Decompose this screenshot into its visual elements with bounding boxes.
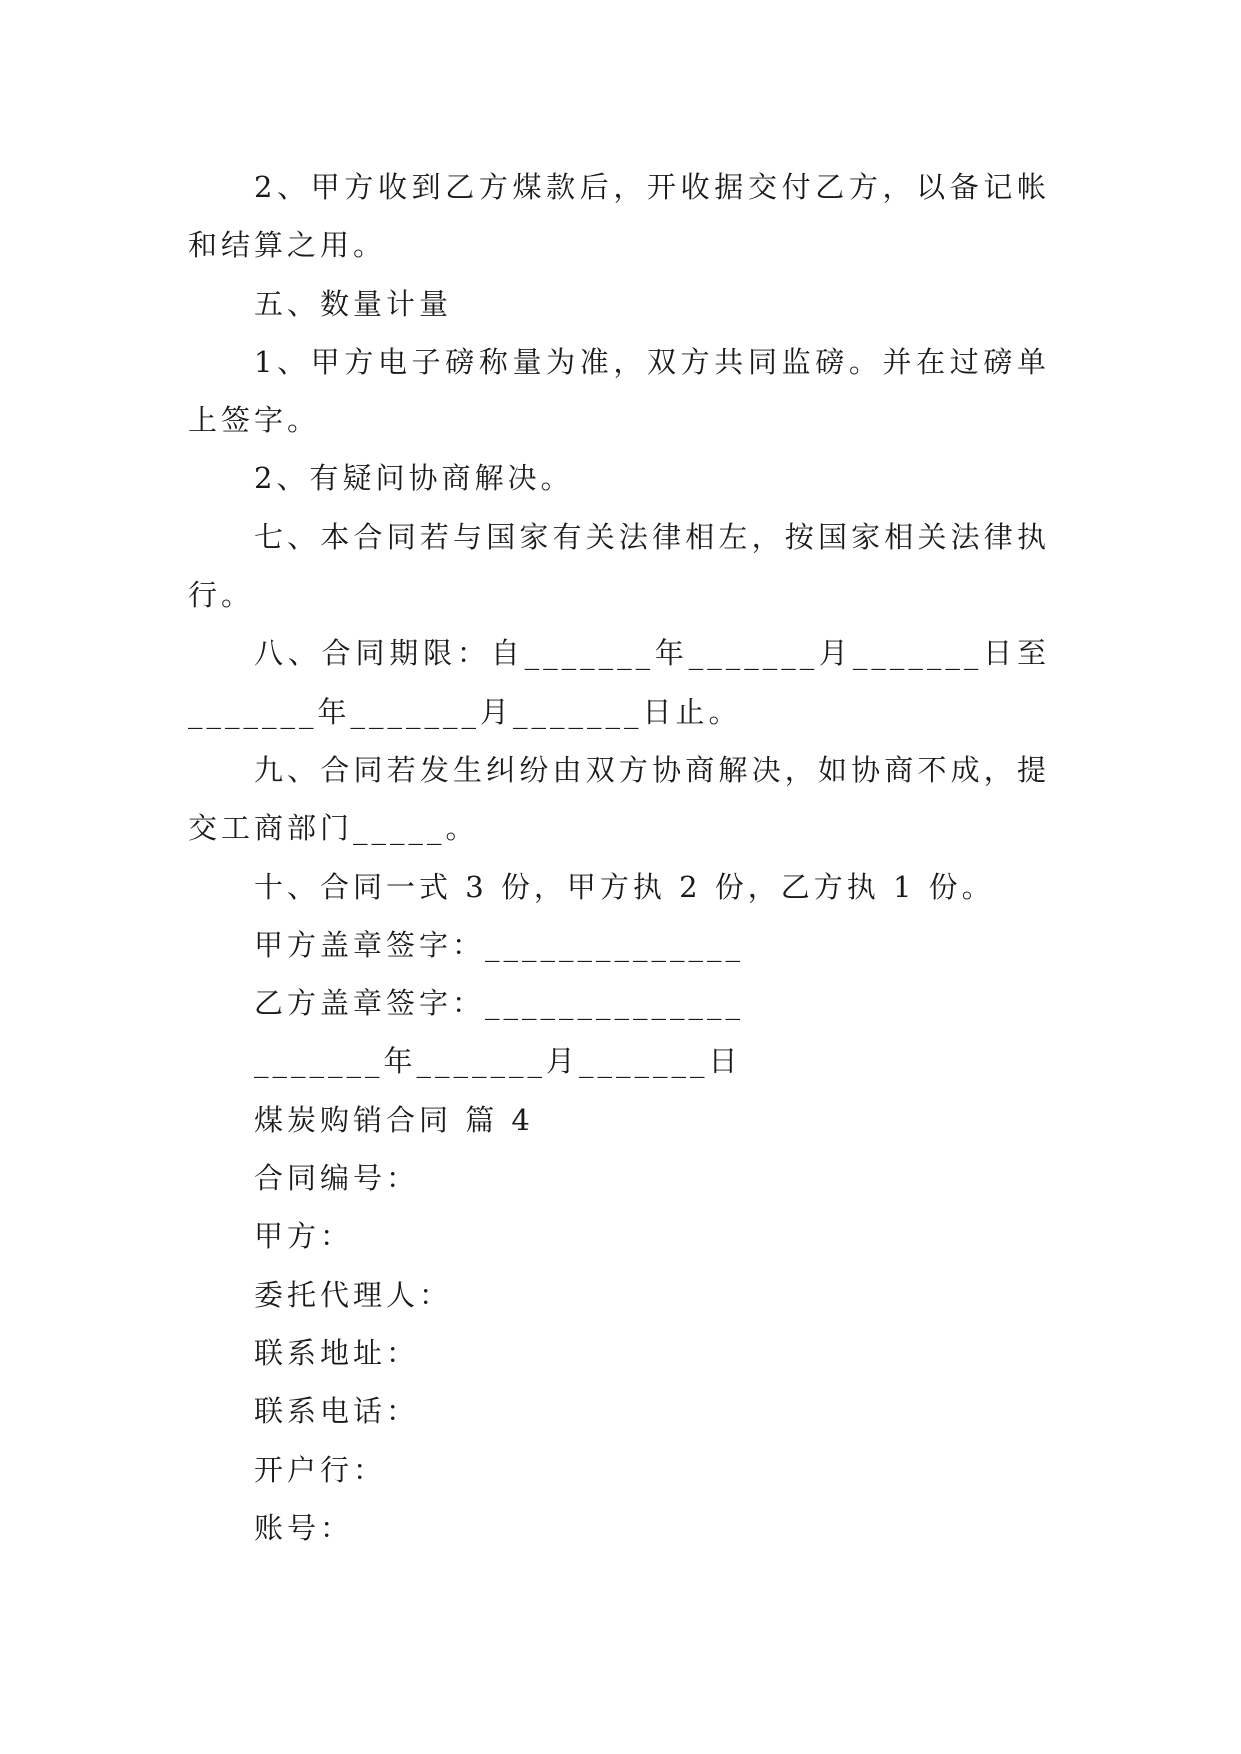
text-line: 1、甲方电子磅称量为准，双方共同监磅。并在过磅单 (254, 344, 1050, 379)
text-line: 联系地址： (254, 1335, 420, 1370)
text-line: 九、合同若发生纠纷由双方协商解决，如协商不成，提 (254, 752, 1050, 787)
text-line: 2、甲方收到乙方煤款后，开收据交付乙方，以备记帐 (254, 170, 1050, 204)
text-line: 甲方盖章签字：______________ (254, 927, 745, 962)
text-line: _______年_______月_______日止。 (188, 694, 742, 729)
text-line: 合同编号： (254, 1161, 420, 1196)
text-line: 2、有疑问协商解决。 (254, 461, 574, 496)
text-line: 委托代理人： (254, 1277, 453, 1312)
text-line: 账号： (254, 1510, 354, 1545)
text-line: 交工商部门_____。 (188, 811, 479, 846)
text-line: 甲方： (254, 1219, 354, 1254)
text-line: 乙方盖章签字：______________ (254, 986, 745, 1021)
text-line: 十、合同一式 3 份，甲方执 2 份，乙方执 1 份。 (254, 869, 995, 904)
document-body (188, 158, 1050, 1557)
text-line: 八、合同期限：自_______年_______月_______日至 (254, 636, 1050, 671)
text-line: 煤炭购销合同 篇 4 (254, 1102, 534, 1137)
text-line: 五、数量计量 (254, 286, 453, 321)
text-line: 上签字。 (188, 403, 321, 438)
text-line: 行。 (188, 578, 255, 613)
text-line: _______年_______月_______日 (254, 1044, 742, 1079)
text-line: 联系电话： (254, 1394, 420, 1429)
text-line: 和结算之用。 (188, 228, 387, 263)
text-line: 开户行： (254, 1452, 387, 1487)
text-line: 七、本合同若与国家有关法律相左，按国家相关法律执 (254, 519, 1050, 554)
